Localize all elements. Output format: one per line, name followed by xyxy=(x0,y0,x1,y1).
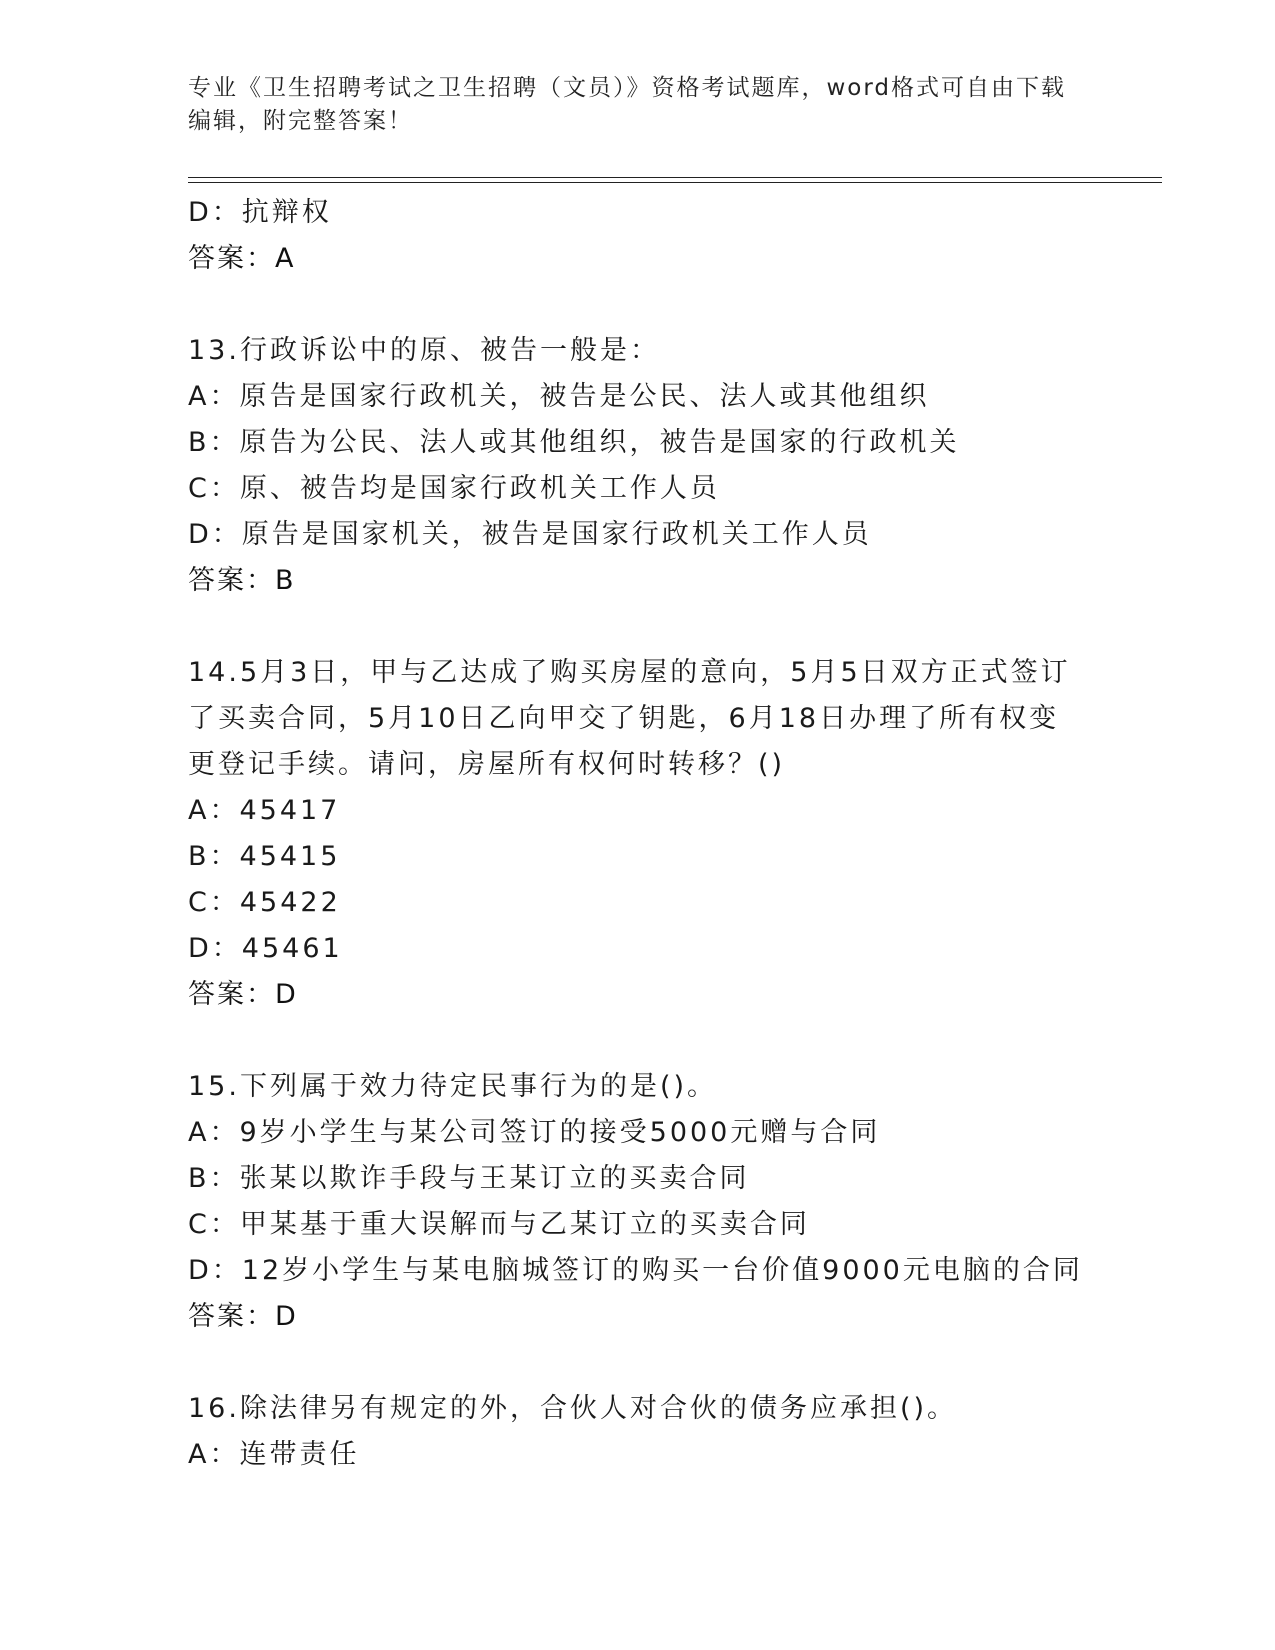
spacer xyxy=(188,604,1088,650)
option-d: D：抗辩权 xyxy=(188,197,332,228)
question-stem: 16.除法律另有规定的外，合伙人对合伙的债务应承担()。 xyxy=(188,1393,958,1424)
answer-label: 答案：D xyxy=(188,979,298,1010)
answer-label: 答案：D xyxy=(188,1301,298,1332)
question-15 xyxy=(188,1064,1088,1340)
option-c: C：原、被告均是国家行政机关工作人员 xyxy=(188,473,720,504)
option-c: C：甲某基于重大误解而与乙某订立的买卖合同 xyxy=(188,1209,810,1240)
answer-label: 答案：B xyxy=(188,565,296,596)
option-b: B：45415 xyxy=(188,841,341,872)
option-d: D：原告是国家机关，被告是国家行政机关工作人员 xyxy=(188,519,872,550)
question-stem: 13.行政诉讼中的原、被告一般是： xyxy=(188,335,660,366)
option-c: C：45422 xyxy=(188,887,341,918)
document-header: 专业《卫生招聘考试之卫生招聘（文员）》资格考试题库，word格式可自由下载编辑，附完整答案！ xyxy=(188,75,1067,134)
option-a: A：9岁小学生与某公司签订的接受5000元赠与合同 xyxy=(188,1117,881,1148)
header-rule-bottom xyxy=(188,182,1162,183)
option-d: D：12岁小学生与某电脑城签订的购买一台价值9000元电脑的合同 xyxy=(188,1255,1083,1286)
spacer xyxy=(188,282,1088,328)
option-a: A：45417 xyxy=(188,795,341,826)
option-d: D：45461 xyxy=(188,933,343,964)
question-14 xyxy=(188,650,1088,1018)
option-b: B：原告为公民、法人或其他组织，被告是国家的行政机关 xyxy=(188,427,960,458)
question-16 xyxy=(188,1386,1088,1478)
question-13 xyxy=(188,328,1088,604)
header-rule-top xyxy=(188,177,1162,178)
spacer xyxy=(188,1340,1088,1386)
option-b: B：张某以欺诈手段与王某订立的买卖合同 xyxy=(188,1163,750,1194)
spacer xyxy=(188,1018,1088,1064)
option-a: A：连带责任 xyxy=(188,1439,360,1470)
question-list xyxy=(188,190,1088,1478)
option-a: A：原告是国家行政机关，被告是公民、法人或其他组织 xyxy=(188,381,930,412)
question-stem: 15.下列属于效力待定民事行为的是()。 xyxy=(188,1071,718,1102)
question-stem: 14.5月3日，甲与乙达成了购买房屋的意向，5月5日双方正式签订了买卖合同，5月10日乙向甲交了钥匙，6月18日办理了所有权变更登记手续。请问，房屋所有权何时转移？() xyxy=(188,657,1071,780)
question-12-tail xyxy=(188,190,1088,282)
answer-label: 答案：A xyxy=(188,243,296,274)
